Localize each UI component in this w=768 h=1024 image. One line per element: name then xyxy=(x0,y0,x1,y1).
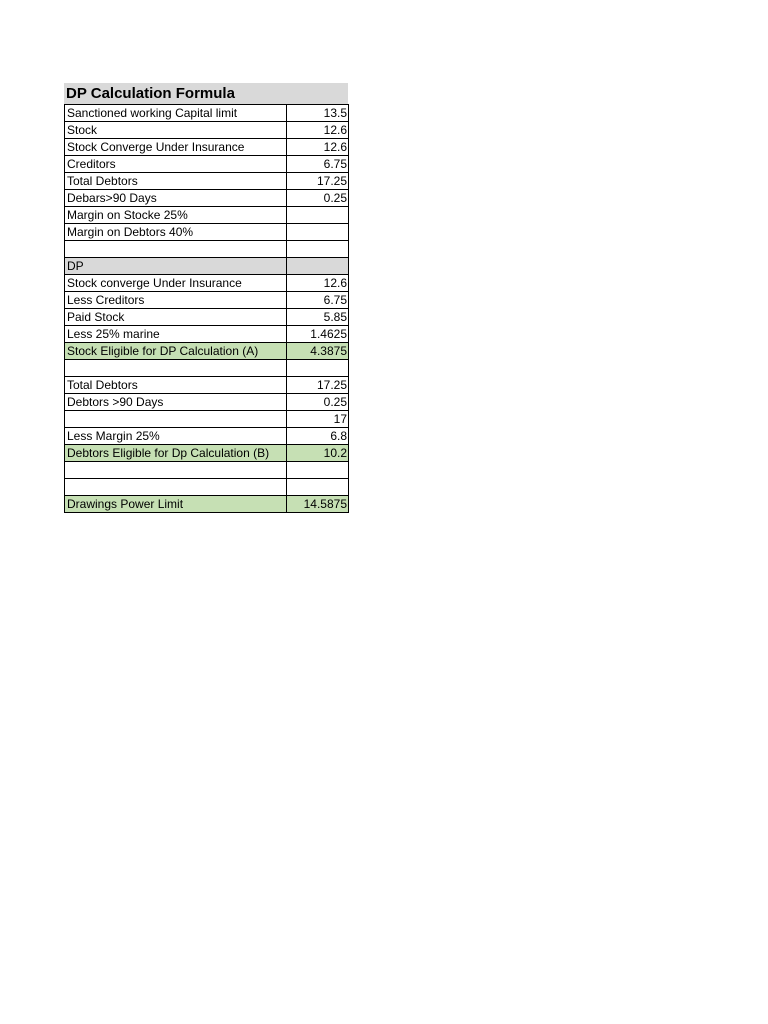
table-row xyxy=(65,224,349,241)
row-value-cell[interactable]: 12.6 xyxy=(287,122,349,139)
row-value-cell[interactable]: 0.25 xyxy=(287,394,349,411)
row-label-cell[interactable]: Stock xyxy=(65,122,287,139)
row-value-cell[interactable]: 12.6 xyxy=(287,275,349,292)
row-value-cell[interactable] xyxy=(287,207,349,224)
table-row xyxy=(65,275,349,292)
table-row xyxy=(65,309,349,326)
row-label-cell[interactable] xyxy=(65,479,287,496)
row-label-cell[interactable] xyxy=(65,462,287,479)
row-value-cell[interactable] xyxy=(287,241,349,258)
row-value-cell[interactable] xyxy=(287,224,349,241)
row-label-cell[interactable]: Less Creditors xyxy=(65,292,287,309)
row-label-cell[interactable] xyxy=(65,411,287,428)
dp-table xyxy=(64,104,349,513)
row-label-cell[interactable]: Margin on Stocke 25% xyxy=(65,207,287,224)
table-row xyxy=(65,122,349,139)
table-row xyxy=(65,479,349,496)
row-value-cell[interactable]: 10.2 xyxy=(287,445,349,462)
row-value-cell[interactable]: 14.5875 xyxy=(287,496,349,513)
table-row xyxy=(65,173,349,190)
row-value-cell[interactable]: 13.5 xyxy=(287,105,349,122)
row-value-cell[interactable]: 17 xyxy=(287,411,349,428)
row-label-cell[interactable]: Total Debtors xyxy=(65,377,287,394)
row-value-cell[interactable]: 6.75 xyxy=(287,156,349,173)
row-label-cell[interactable]: Less 25% marine xyxy=(65,326,287,343)
table-row xyxy=(65,105,349,122)
row-label-cell[interactable]: DP xyxy=(65,258,287,275)
row-label-cell[interactable] xyxy=(65,360,287,377)
row-label-cell[interactable] xyxy=(65,241,287,258)
row-value-cell[interactable] xyxy=(287,462,349,479)
row-value-cell[interactable]: 5.85 xyxy=(287,309,349,326)
row-value-cell[interactable]: 1.4625 xyxy=(287,326,349,343)
row-value-cell[interactable]: 12.6 xyxy=(287,139,349,156)
row-label-cell[interactable]: Debtors >90 Days xyxy=(65,394,287,411)
table-row xyxy=(65,156,349,173)
row-value-cell[interactable]: 17.25 xyxy=(287,173,349,190)
table-row xyxy=(65,241,349,258)
table-row xyxy=(65,462,349,479)
table-row xyxy=(65,258,349,275)
row-label-cell[interactable]: Stock Eligible for DP Calculation (A) xyxy=(65,343,287,360)
row-value-cell[interactable]: 6.8 xyxy=(287,428,349,445)
table-row xyxy=(65,411,349,428)
dp-calculation-sheet xyxy=(64,83,348,513)
table-row xyxy=(65,394,349,411)
sheet-title: DP Calculation Formula xyxy=(64,83,348,104)
table-row xyxy=(65,343,349,360)
table-row xyxy=(65,360,349,377)
table-row xyxy=(65,190,349,207)
row-value-cell[interactable] xyxy=(287,479,349,496)
row-label-cell[interactable]: Margin on Debtors 40% xyxy=(65,224,287,241)
row-label-cell[interactable]: Debtors Eligible for Dp Calculation (B) xyxy=(65,445,287,462)
row-value-cell[interactable]: 4.3875 xyxy=(287,343,349,360)
row-value-cell[interactable]: 17.25 xyxy=(287,377,349,394)
row-label-cell[interactable]: Debars>90 Days xyxy=(65,190,287,207)
row-value-cell[interactable]: 6.75 xyxy=(287,292,349,309)
row-label-cell[interactable]: Stock converge Under Insurance xyxy=(65,275,287,292)
row-value-cell[interactable]: 0.25 xyxy=(287,190,349,207)
table-row xyxy=(65,207,349,224)
row-label-cell[interactable]: Drawings Power Limit xyxy=(65,496,287,513)
row-label-cell[interactable]: Total Debtors xyxy=(65,173,287,190)
table-row xyxy=(65,326,349,343)
row-value-cell[interactable] xyxy=(287,258,349,275)
table-row xyxy=(65,292,349,309)
row-label-cell[interactable]: Paid Stock xyxy=(65,309,287,326)
table-row xyxy=(65,428,349,445)
table-row xyxy=(65,496,349,513)
row-label-cell[interactable]: Stock Converge Under Insurance xyxy=(65,139,287,156)
table-row xyxy=(65,377,349,394)
row-label-cell[interactable]: Creditors xyxy=(65,156,287,173)
row-value-cell[interactable] xyxy=(287,360,349,377)
row-label-cell[interactable]: Sanctioned working Capital limit xyxy=(65,105,287,122)
row-label-cell[interactable]: Less Margin 25% xyxy=(65,428,287,445)
table-row xyxy=(65,139,349,156)
table-row xyxy=(65,445,349,462)
